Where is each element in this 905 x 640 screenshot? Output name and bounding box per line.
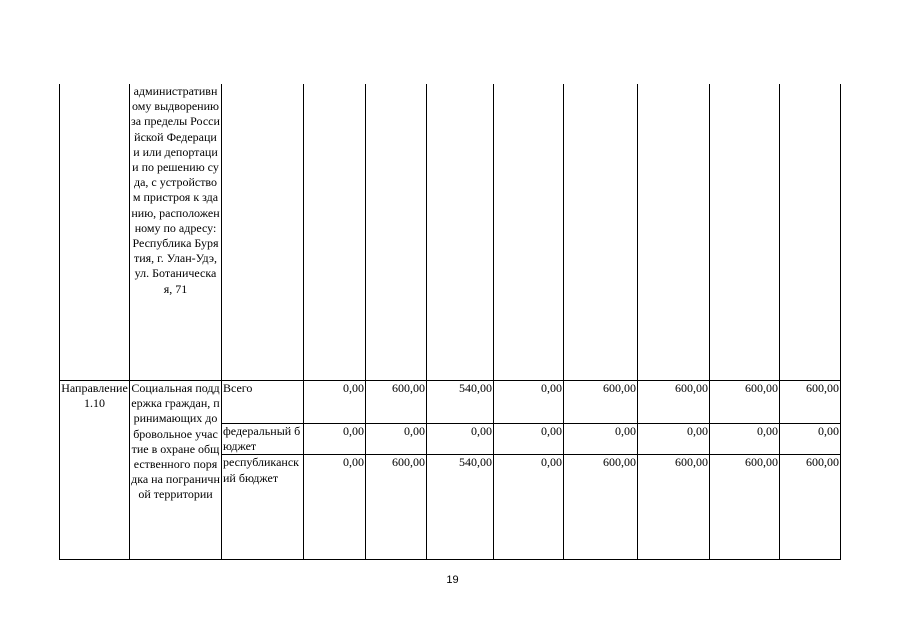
value-cell: 0,00 [494, 381, 564, 424]
cont-source-cell [222, 84, 304, 381]
funding-source-cell: федеральный бюджет [222, 424, 304, 455]
value-cell: 600,00 [638, 381, 710, 424]
budget-table [59, 84, 841, 560]
value-cell: 600,00 [710, 381, 780, 424]
value-cell: 0,00 [638, 424, 710, 455]
value-cell: 0,00 [304, 381, 366, 424]
cont-value-cell [780, 84, 841, 381]
cont-value-cell [427, 84, 494, 381]
value-cell: 0,00 [366, 424, 427, 455]
value-cell: 0,00 [304, 455, 366, 560]
direction-code-cell: Направление 1.10 [60, 381, 130, 560]
value-cell: 0,00 [427, 424, 494, 455]
value-cell: 0,00 [494, 455, 564, 560]
value-cell: 600,00 [780, 381, 841, 424]
value-cell: 600,00 [564, 455, 638, 560]
value-cell: 600,00 [710, 455, 780, 560]
value-cell: 0,00 [494, 424, 564, 455]
value-cell: 540,00 [427, 381, 494, 424]
cont-value-cell [638, 84, 710, 381]
continuation-row [60, 84, 841, 381]
value-cell: 0,00 [304, 424, 366, 455]
cont-description-cell: административному выдворению за пределы Российской Федерации или депортации по решению суда, с устройством пристроя к зданию, расположенному по адресу: Республика Бурятия, г. Улан-Удэ, ул. Ботаническая, 71 [130, 84, 222, 381]
cont-value-cell [564, 84, 638, 381]
funding-source-cell: республиканский бюджет [222, 455, 304, 560]
value-cell: 0,00 [710, 424, 780, 455]
value-cell: 0,00 [564, 424, 638, 455]
value-cell: 600,00 [780, 455, 841, 560]
cont-value-cell [494, 84, 564, 381]
value-cell: 600,00 [366, 455, 427, 560]
cont-value-cell [366, 84, 427, 381]
funding-source-cell: Всего [222, 381, 304, 424]
value-cell: 600,00 [564, 381, 638, 424]
funding-row-total [60, 381, 841, 424]
cont-value-cell [304, 84, 366, 381]
value-cell: 600,00 [366, 381, 427, 424]
direction-name-cell: Социальная поддержка граждан, принимающих добровольное участие в охране общественного порядка на пограничной территории [130, 381, 222, 560]
value-cell: 0,00 [780, 424, 841, 455]
page-number: 19 [446, 574, 459, 586]
cont-code-cell [60, 84, 130, 381]
cont-value-cell [710, 84, 780, 381]
value-cell: 600,00 [638, 455, 710, 560]
value-cell: 540,00 [427, 455, 494, 560]
